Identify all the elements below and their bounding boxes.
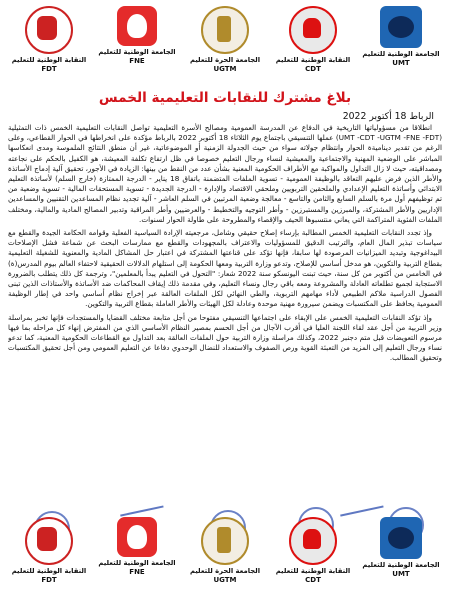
org-fdt-header — [8, 6, 90, 73]
header-logos — [8, 6, 442, 88]
org-name: الجامعة الوطنية للتعليم — [98, 48, 176, 56]
umt-logo-icon — [380, 6, 422, 48]
org-umt-footer — [360, 517, 442, 578]
org-umt-header — [360, 6, 442, 67]
cdt-logo-icon — [289, 517, 337, 565]
paragraph: وإذ تؤكد النقابات التعليمية الخمس على الإبقاء على اجتماعها التنسيقي مفتوحا من أجل متابعة مختلف القضايا والمستجدات فإنها تخبر بمراسلة وزير التربية من أجل عقد لقاء اللجنة العليا في أقرب الآجال من أجل الحسم بمصير النظام الأساسي الذي من المفترض إنهاء كل مراحله بما فيها مرسوم التعويضات قبل متم دجنبر 2022، وكذلك مراسلة وزارة التربية حول الملفات العالقة بعد التداول مع القطاعات الحكومية المعنية، كما تدعو نساء ورجال التعليم إلى المزيد من التعبئة القوية ورص الصفوف والاستعداد للنضال الوحدوي دفاعا عن التعليم العمومي ومن أجل تحقيق المكتسبات وتحقيق المطالب. — [8, 312, 442, 363]
fdt-logo-icon — [25, 6, 73, 54]
org-name: النقابة الوطنية للتعليم — [11, 567, 87, 575]
org-name: النقابة الوطنية للتعليم — [11, 56, 87, 64]
org-abbr: UMT — [392, 569, 410, 578]
org-name: الجامعة الحرة للتعليم — [189, 567, 261, 575]
org-ugtm-footer — [184, 517, 266, 584]
document-title: بلاغ مشترك للنقابات التعليمية الخمس — [98, 90, 352, 106]
cdt-logo-icon — [289, 6, 337, 54]
org-abbr: FDT — [41, 575, 57, 584]
paragraph: انطلاقا من مسؤولياتها التاريخية في الدفاع عن المدرسة العمومية ومصالح الأسرة التعليمية تواصل النقابات التعليمية الخمس ذات التمثيلية (UMT -CDT -UGTM -FNE -FDT) عملها التنسيقي باجتماع يوم الثلاثاء 18 أكتوبر 2022 بالرباط مؤكدة على انخراطها في الحوار القطاعي، وعلى الرغم من تقدير ديناميةة الحوار وانتظام جولاته سواء من حيث الجدولة الزمنية أو الموضوعاتية، غير أن منطق النتائج الملموسة ومدى انعكاسها المباشر على الوضعية المهنية والاجتماعية والمعيشية لنساء ورجال التعليم خصوصا في ظل ارتفاع تكلفة المعيشة، هو الكفيل بالحكم على نجاعته ومصداقيته، حيث لا زال التداول والمواكبة مع الأطراف الحكومية المعنية بشأن عدد من النقط من بينها: الزيادة في الأجور، تحقيق آلية إدماج الأساتذة والأطر الذين فرض عليهم التعاقد بالوظيفة العمومية - تسوية الملفات المتضمنة باتفاق 18 يناير - الدرجة الممتازة (خارج السلم) لأساتذة التعليم الابتدائي وأساتذة التعليم الإعدادي والملحقين التربويين وملحقي الاقتصاد والإدارة - الدرجة الجديدة - تسوية المستحقات المالية - تسوية وضعية من تم توظيفهم أول مرة بالسلم السابع والثامن والتاسع - معالجة وضعية المرتبين في السلم العاشر - آلية تجديد نظام المساعدين التقنيين والمساعدين الإداريين والأطر المشتركة، والمبرزين والمستبرزين - وأطر التوجيه والتخطيط - والعرضيين وأطر المراقبة وتدبير المصالح المادية والمالية، ومختلف الملفات الفئوية المتراكمة التي يعاني منتسبوها الحيف والإقصاء والمطروحة على طاولة الحوار لسنوات. — [8, 123, 442, 224]
ugtm-logo-icon — [201, 6, 249, 54]
fne-logo-icon — [117, 517, 157, 557]
org-cdt-header — [272, 6, 354, 73]
org-fdt-footer — [8, 517, 90, 584]
org-name: الجامعة الحرة للتعليم — [189, 56, 261, 64]
ugtm-logo-icon — [201, 517, 249, 565]
org-abbr: FNE — [129, 56, 145, 65]
document-date: الرباط 18 أكتوبر 2022 — [342, 111, 434, 122]
org-abbr: CDT — [305, 575, 321, 584]
org-abbr: UMT — [392, 58, 410, 67]
umt-logo-icon — [380, 517, 422, 559]
org-name: الجامعة الوطنية للتعليم — [98, 559, 176, 567]
org-name: الجامعة الوطنية للتعليم — [362, 50, 440, 58]
footer-logos — [8, 517, 442, 595]
org-name: النقابة الوطنية للتعليم — [275, 567, 351, 575]
fne-logo-icon — [117, 6, 157, 46]
fdt-logo-icon — [25, 517, 73, 565]
document-body — [8, 123, 442, 511]
org-abbr: UGTM — [213, 575, 237, 584]
org-fne-header — [96, 6, 178, 65]
org-cdt-footer — [272, 517, 354, 584]
org-ugtm-header — [184, 6, 266, 73]
org-name: الجامعة الوطنية للتعليم — [362, 561, 440, 569]
org-abbr: UGTM — [213, 64, 237, 73]
org-fne-footer — [96, 517, 178, 576]
org-abbr: CDT — [305, 64, 321, 73]
paragraph: وإذ تجدد النقابات التعليمية الخمس المطالبة بإرساء إصلاح حقيقي وشامل، مرجعيته الإرادة السياسية الفعلية وقوامه الحكامة الجيدة والقطع مع سياسات تبذير المال العام، والترتيب الدقيق للمسؤوليات والاعتراف بالمجهودات والقطع مع ممارسات البحث عن شماعة فشل الإصلاحات البيداغوجية وتبديد الميزانيات المرصودة لها سابقا، فإنها تؤكد على قناعتها المشتركة في اعتبار حل المشاكل المادية والمعنوية للشغيلة التعليمية بقطاع التربية والتكوين، هو مدخل أساسي للإصلاح، وتدعو وزارة التربية ومعها الحكومة إلى استلهام الدلالات الحقيقية لاحتفاء العالم بيوم المدرس(ة) في الخامس من أكتوبر من كل سنة، حيث تبنت اليونسكو سنة 2022 شعار: "التحول في التعليم يبدأ بالمعلمين"، وترجمة كل ذلك يتطلب بالضرورة الاستجابة لجميع تطلعاته العادلة والمشروعة ومعه باقي رجال ونساء التعليم، وفي مقدمة ذلك إيقاف المحاكمات ضد الأساتذة والأستاذات الذين تبنى الفصول الدراسية ملاكم الطبيعي لأداء مهامهم التربوية، والطي النهائي لكل الملفات العالقة عبر إخراج نظام أساسي واحد في إطار الوظيفة العمومية يحافظ على المكتسبات ويضمن سيرورة مهنية موحدة وعادلة لكل الهيئات والأطر العاملة بقطاع التربية والتكوين. — [8, 228, 442, 309]
org-abbr: FDT — [41, 64, 57, 73]
org-abbr: FNE — [129, 567, 145, 576]
org-name: النقابة الوطنية للتعليم — [275, 56, 351, 64]
